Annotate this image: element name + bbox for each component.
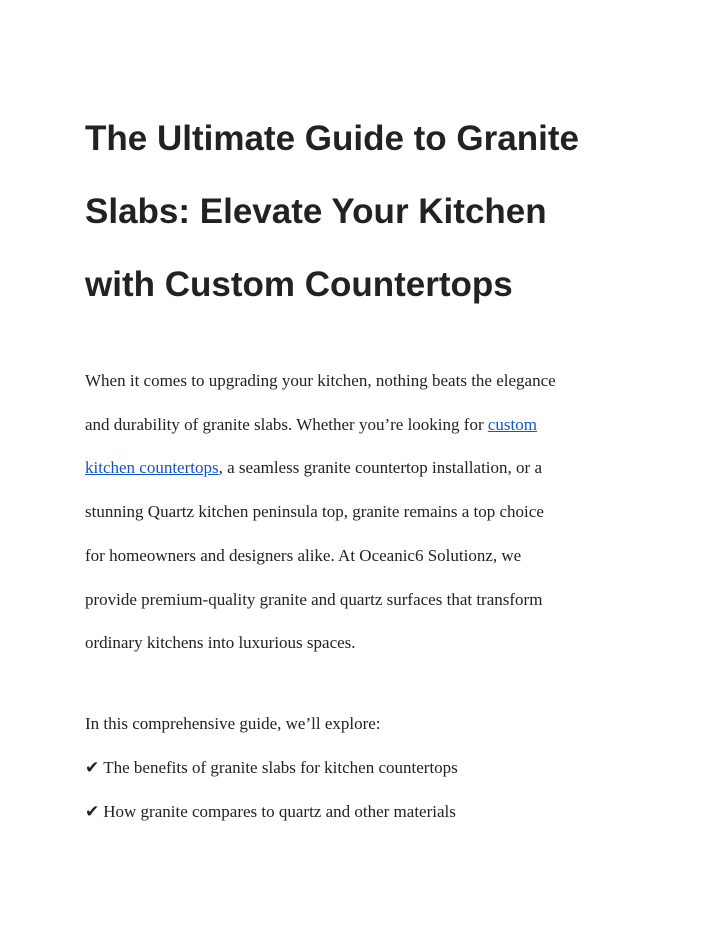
- page-title: [85, 102, 665, 321]
- list-item: [85, 790, 645, 834]
- intro-line-4: stunning Quartz kitchen peninsula top, granite remains a top choice: [85, 502, 544, 522]
- custom-kitchen-countertops-link-part-1[interactable]: custom: [487, 414, 537, 434]
- list-item-text: How granite compares to quartz and other materials: [103, 802, 456, 821]
- guide-overview: [85, 702, 645, 834]
- intro-line-3: [85, 446, 645, 490]
- intro-line-3-text: , a seamless granite countertop installation, or a: [218, 458, 542, 478]
- intro-paragraph: [85, 359, 645, 665]
- intro-line-2: [85, 403, 645, 447]
- title-line-3: with Custom Countertops: [85, 265, 513, 304]
- list-item-text: The benefits of granite slabs for kitchen countertops: [103, 758, 458, 777]
- custom-kitchen-countertops-link-part-2[interactable]: kitchen countertops: [85, 458, 219, 478]
- intro-line-6: provide premium-quality granite and quartz surfaces that transform: [85, 589, 543, 609]
- list-item: [85, 746, 645, 790]
- title-line-1: The Ultimate Guide to Granite: [85, 119, 579, 158]
- intro-line-7: ordinary kitchens into luxurious spaces.: [85, 633, 356, 653]
- checkmark-icon: ✔: [85, 758, 100, 778]
- intro-line-2-text: and durability of granite slabs. Whether you’re looking for: [85, 414, 488, 434]
- intro-line-5: for homeowners and designers alike. At Oceanic6 Solutionz, we: [85, 545, 522, 565]
- checkmark-icon: ✔: [85, 802, 100, 822]
- guide-lead: In this comprehensive guide, we’ll explore:: [85, 714, 381, 733]
- title-line-2: Slabs: Elevate Your Kitchen: [85, 192, 547, 231]
- intro-line-1: When it comes to upgrading your kitchen, nothing beats the elegance: [85, 371, 556, 390]
